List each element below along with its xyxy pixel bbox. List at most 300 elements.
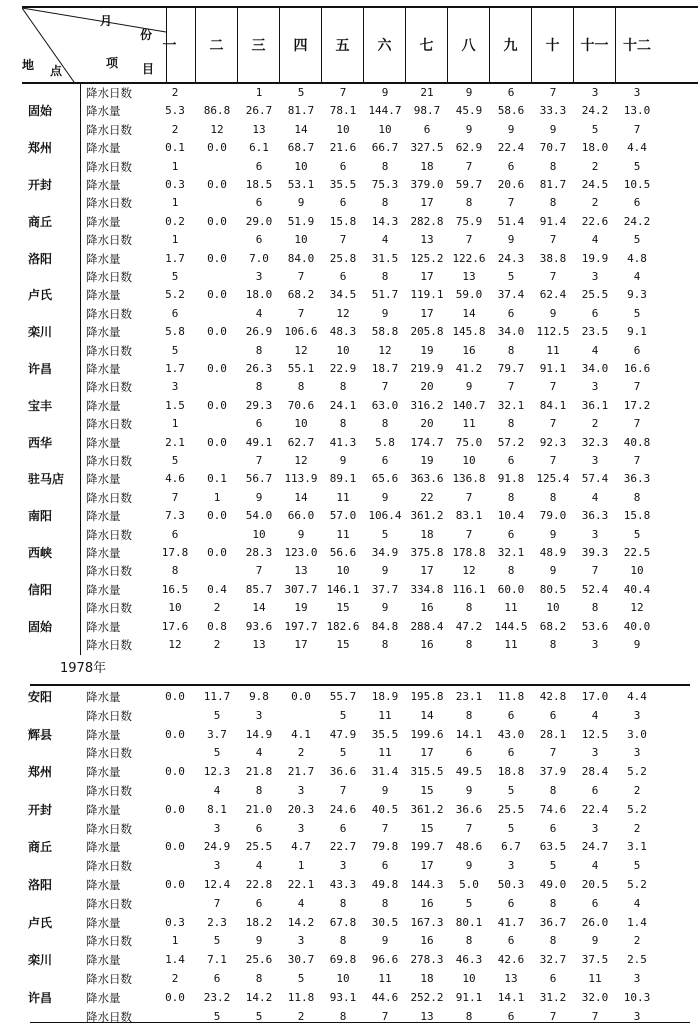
value-cell: 53.1	[287, 178, 315, 191]
value-cell: 4.7	[291, 840, 311, 854]
value-cell: 2.3	[207, 915, 227, 929]
section-divider	[30, 684, 690, 686]
value-cell: 12	[462, 564, 476, 578]
value-cell: 29.0	[245, 214, 273, 228]
value-cell: 2	[591, 159, 599, 173]
value-cell: 1	[255, 86, 263, 99]
value-cell: 15	[336, 638, 350, 651]
value-cell: 10	[378, 122, 392, 136]
value-cell: 0.0	[165, 727, 185, 741]
value-cell: 12	[168, 638, 182, 651]
value-cell: 48.9	[539, 546, 567, 559]
value-cell: 18.9	[371, 690, 399, 703]
value-cell: 5.2	[627, 765, 647, 779]
station-name: 辉县	[28, 727, 53, 742]
value-cell: 37.7	[371, 582, 399, 596]
value-cell: 1	[171, 159, 179, 173]
value-cell: 7	[549, 233, 557, 247]
table-row	[0, 782, 700, 800]
value-cell: 9	[507, 122, 515, 136]
value-cell: 93.6	[245, 619, 273, 633]
value-cell: 10	[546, 601, 560, 615]
value-cell: 43.0	[497, 727, 525, 741]
value-cell: 36.7	[539, 915, 567, 929]
value-cell: 7	[339, 86, 347, 99]
value-cell: 5	[465, 896, 473, 910]
item-label: 降水日数	[86, 490, 132, 505]
item-label: 降水量	[86, 288, 121, 303]
value-cell: 17.0	[581, 690, 609, 703]
value-cell: 3	[507, 859, 515, 873]
value-cell: 10	[462, 972, 476, 985]
value-cell: 18.7	[371, 362, 399, 375]
value-cell: 8	[381, 159, 389, 173]
value-cell: 8	[465, 601, 473, 615]
value-cell: 17.8	[161, 546, 189, 559]
value-cell: 24.9	[203, 840, 231, 854]
value-cell: 6	[507, 746, 515, 760]
value-cell: 3	[213, 821, 221, 835]
value-cell: 6	[549, 821, 557, 835]
table-row	[0, 397, 700, 415]
table-row	[0, 744, 700, 762]
value-cell: 14.1	[455, 727, 483, 741]
value-cell: 28.1	[539, 727, 567, 741]
value-cell: 8	[549, 638, 557, 651]
value-cell	[154, 895, 196, 913]
value-cell: 288.4	[410, 619, 444, 633]
value-cell: 91.4	[539, 214, 567, 228]
value-cell: 8	[549, 196, 557, 210]
station-name: 许昌	[28, 990, 53, 1005]
value-cell: 219.9	[410, 362, 444, 375]
value-cell: 10	[294, 233, 308, 247]
value-cell: 29.3	[245, 398, 273, 412]
table-row	[0, 286, 700, 304]
value-cell: 19	[420, 454, 434, 467]
value-cell: 45.9	[455, 104, 483, 118]
value-cell: 25.5	[497, 802, 525, 816]
item-label: 降水量	[86, 141, 121, 156]
value-cell: 63.0	[371, 398, 399, 412]
value-cell: 22.8	[245, 878, 273, 891]
value-cell: 62.7	[287, 435, 315, 449]
value-cell: 6	[591, 896, 599, 910]
value-cell: 34.0	[581, 362, 609, 375]
value-cell: 66.7	[371, 141, 399, 155]
value-cell: 32.7	[539, 953, 567, 967]
value-cell: 5	[633, 233, 641, 247]
value-cell: 122.6	[452, 251, 486, 265]
value-cell: 0.0	[207, 435, 227, 449]
value-cell: 17	[420, 270, 434, 283]
value-cell: 34.9	[371, 546, 399, 559]
value-cell: 5	[633, 159, 641, 173]
table-row	[0, 599, 700, 617]
value-cell: 25.5	[245, 840, 273, 854]
value-cell: 68.7	[287, 141, 315, 155]
item-label: 降水日数	[86, 784, 132, 798]
value-cell: 4.4	[627, 141, 647, 155]
value-cell: 17.6	[161, 619, 189, 633]
value-cell: 10	[252, 527, 266, 541]
table-row	[0, 231, 700, 249]
table-row	[0, 194, 700, 212]
value-cell: 3.7	[207, 727, 227, 741]
value-cell: 5	[591, 122, 599, 136]
value-cell: 3	[591, 746, 599, 760]
value-cell: 8	[339, 896, 347, 910]
value-cell: 0.3	[165, 915, 185, 929]
value-cell: 19.9	[581, 251, 609, 265]
value-cell	[196, 231, 238, 249]
value-cell: 33.3	[539, 104, 567, 118]
item-label: 降水日数	[86, 527, 132, 542]
value-cell: 25.5	[581, 288, 609, 302]
value-cell: 8	[339, 934, 347, 948]
value-cell: 89.1	[329, 472, 357, 486]
value-cell: 12	[378, 343, 392, 357]
item-label: 降水量	[86, 362, 121, 376]
item-label: 降水日数	[86, 380, 132, 395]
table-row	[0, 489, 700, 507]
value-cell: 10.5	[623, 178, 651, 191]
month-header-cell: 一	[144, 8, 196, 82]
item-label: 降水日数	[86, 159, 132, 174]
station-name: 驻马店	[28, 472, 65, 487]
value-cell: 24.5	[581, 178, 609, 191]
value-cell: 282.8	[410, 214, 444, 228]
value-cell: 3	[633, 86, 641, 99]
value-cell: 146.1	[326, 582, 360, 596]
value-cell: 8	[549, 490, 557, 504]
value-cell: 16	[420, 638, 434, 651]
value-cell: 0.1	[165, 141, 185, 155]
value-cell: 40.5	[371, 802, 399, 816]
value-cell: 59.7	[455, 178, 483, 191]
item-label: 降水量	[86, 840, 121, 855]
month-header-cell: 六	[364, 8, 406, 82]
value-cell: 4	[591, 343, 599, 357]
value-cell: 5	[339, 708, 347, 722]
value-cell: 34.5	[329, 288, 357, 302]
value-cell: 5.3	[165, 104, 185, 118]
value-cell: 361.2	[410, 802, 444, 816]
value-cell: 2	[171, 122, 179, 136]
value-cell: 8	[549, 784, 557, 797]
value-cell: 8	[381, 638, 389, 651]
value-cell: 50.3	[497, 878, 525, 891]
table-row	[0, 914, 700, 932]
value-cell: 11	[504, 601, 518, 615]
value-cell: 49.8	[371, 878, 399, 891]
value-cell: 8	[381, 896, 389, 910]
value-cell: 8	[465, 196, 473, 210]
value-cell: 7	[633, 417, 641, 431]
value-cell: 140.7	[452, 398, 486, 412]
value-cell: 18.5	[245, 178, 273, 191]
item-label: 降水量	[86, 915, 121, 930]
value-cell: 8	[381, 270, 389, 283]
value-cell: 5	[507, 821, 515, 835]
station-name: 开封	[28, 178, 53, 192]
value-cell: 34.0	[497, 325, 525, 339]
value-cell: 11	[378, 746, 392, 760]
station-name: 开封	[28, 802, 53, 817]
month-header-cell: 十	[532, 8, 574, 82]
value-cell: 43.3	[329, 878, 357, 891]
value-cell: 8	[465, 934, 473, 948]
value-cell: 6	[591, 784, 599, 797]
value-cell: 3	[591, 454, 599, 467]
value-cell: 6	[465, 746, 473, 760]
value-cell: 36.3	[623, 472, 651, 486]
value-cell: 17	[420, 306, 434, 320]
value-cell: 315.5	[410, 765, 444, 779]
value-cell: 4	[255, 306, 263, 320]
table-row	[0, 636, 700, 654]
value-cell: 3	[591, 821, 599, 835]
value-cell: 10.4	[497, 509, 525, 523]
value-cell: 10	[168, 601, 182, 615]
value-cell: 78.1	[329, 104, 357, 118]
value-cell: 9	[633, 638, 641, 651]
table-row	[0, 121, 700, 139]
value-cell: 37.4	[497, 288, 525, 302]
value-cell: 30.5	[371, 915, 399, 929]
value-cell: 20.5	[581, 878, 609, 891]
value-cell: 9	[465, 122, 473, 136]
value-cell: 2	[633, 821, 641, 835]
value-cell: 11	[378, 708, 392, 722]
value-cell: 144.3	[410, 878, 444, 891]
value-cell: 79.8	[371, 840, 399, 854]
value-cell: 5	[633, 859, 641, 873]
value-cell	[196, 342, 238, 360]
value-cell: 3	[633, 708, 641, 722]
value-cell: 0.0	[207, 546, 227, 559]
value-cell	[196, 305, 238, 323]
value-cell: 81.7	[539, 178, 567, 191]
value-cell: 1	[171, 934, 179, 948]
value-cell: 2	[591, 417, 599, 431]
value-cell: 79.7	[497, 362, 525, 375]
station-name: 南阳	[28, 509, 53, 524]
value-cell: 75.9	[455, 214, 483, 228]
value-cell: 14	[462, 306, 476, 320]
value-cell: 7	[633, 122, 641, 136]
value-cell: 5.8	[375, 435, 395, 449]
value-cell: 48.3	[329, 325, 357, 339]
value-cell: 14	[294, 122, 308, 136]
value-cell: 24.2	[581, 104, 609, 118]
value-cell: 7	[381, 1009, 389, 1023]
value-cell: 6	[213, 972, 221, 985]
item-label: 降水量	[86, 690, 121, 704]
value-cell: 6	[507, 454, 515, 467]
item-label: 降水日数	[86, 746, 132, 761]
header-station-label-2: 点	[50, 64, 63, 78]
item-label: 降水日数	[86, 86, 132, 100]
value-cell: 62.4	[539, 288, 567, 302]
value-cell: 18.2	[245, 915, 273, 929]
value-cell: 4	[591, 490, 599, 504]
value-cell: 0.0	[165, 802, 185, 816]
item-label: 降水日数	[86, 417, 132, 432]
value-cell: 0.1	[207, 472, 227, 486]
table-row	[0, 84, 700, 102]
value-cell: 17	[420, 196, 434, 210]
table-row	[0, 618, 700, 636]
value-cell: 17	[294, 638, 308, 651]
value-cell: 24.2	[623, 214, 651, 228]
item-label: 降水日数	[86, 638, 132, 652]
value-cell: 8	[255, 343, 263, 357]
station-name: 宝丰	[28, 398, 53, 413]
value-cell: 2	[591, 196, 599, 210]
value-cell: 195.8	[410, 690, 444, 703]
value-cell: 379.0	[410, 178, 444, 191]
station-name: 固始	[28, 619, 53, 634]
item-label: 降水量	[86, 178, 121, 192]
value-cell: 7.0	[249, 251, 269, 265]
item-label: 降水日数	[86, 196, 132, 211]
value-cell: 182.6	[326, 619, 360, 633]
value-cell: 57.2	[497, 435, 525, 449]
value-cell: 5	[297, 86, 305, 99]
value-cell: 5	[255, 1009, 263, 1023]
station-name: 固始	[28, 104, 53, 119]
value-cell: 26.0	[581, 915, 609, 929]
station-name: 商丘	[28, 214, 53, 229]
value-cell: 5	[549, 859, 557, 873]
table-row	[0, 581, 700, 599]
header-item-label-1: 项	[106, 56, 119, 70]
value-cell: 31.2	[539, 990, 567, 1004]
table-row	[0, 250, 700, 268]
value-cell: 84.1	[539, 398, 567, 412]
value-cell: 8	[549, 159, 557, 173]
value-cell: 4	[255, 746, 263, 760]
item-label: 降水日数	[86, 122, 132, 137]
value-cell	[154, 707, 196, 725]
value-cell: 24.3	[497, 251, 525, 265]
value-cell: 6	[549, 708, 557, 722]
value-cell	[154, 744, 196, 762]
value-cell: 5	[171, 270, 179, 283]
value-cell: 12.5	[581, 727, 609, 741]
value-cell: 327.5	[410, 141, 444, 155]
value-cell: 21.7	[287, 765, 315, 779]
value-cell: 4.6	[165, 472, 185, 486]
value-cell: 49.5	[455, 765, 483, 779]
value-cell: 5	[339, 746, 347, 760]
station-name: 栾川	[28, 325, 53, 340]
value-cell: 3	[297, 821, 305, 835]
value-cell: 7	[549, 86, 557, 99]
value-cell: 4	[255, 859, 263, 873]
item-label: 降水量	[86, 727, 121, 742]
value-cell: 9	[381, 86, 389, 99]
value-cell: 9.1	[627, 325, 647, 339]
item-label: 降水量	[86, 582, 121, 597]
station-name: 商丘	[28, 840, 53, 855]
value-cell: 0.0	[207, 178, 227, 191]
value-cell: 5	[171, 454, 179, 467]
table-row	[0, 526, 700, 544]
value-cell: 6	[549, 972, 557, 985]
value-cell: 6	[507, 934, 515, 948]
value-cell: 26.7	[245, 104, 273, 118]
value-cell: 63.5	[539, 840, 567, 854]
value-cell	[196, 158, 238, 176]
value-cell: 70.6	[287, 398, 315, 412]
value-cell: 11	[336, 490, 350, 504]
value-cell: 48.6	[455, 840, 483, 854]
value-cell: 0.0	[165, 878, 185, 891]
value-cell: 14.9	[245, 727, 273, 741]
value-cell: 106.6	[284, 325, 318, 339]
value-cell: 32.0	[581, 990, 609, 1004]
item-label: 降水量	[86, 619, 121, 634]
value-cell: 125.2	[410, 251, 444, 265]
value-cell: 7	[465, 527, 473, 541]
value-cell: 7	[633, 454, 641, 467]
table-row	[0, 688, 700, 706]
month-header-cell: 十二	[623, 38, 651, 54]
value-cell: 6.1	[249, 141, 269, 155]
value-cell: 58.8	[371, 325, 399, 339]
value-cell: 8	[465, 708, 473, 722]
month-header-cell: 八	[448, 8, 490, 82]
value-cell: 22.4	[497, 141, 525, 155]
value-cell: 68.2	[539, 619, 567, 633]
value-cell: 40.0	[623, 619, 651, 633]
value-cell: 3	[591, 638, 599, 651]
station-name: 郑州	[28, 765, 53, 780]
value-cell: 7	[171, 490, 179, 504]
value-cell: 9	[381, 934, 389, 948]
value-cell: 9	[381, 601, 389, 615]
value-cell: 31.5	[371, 251, 399, 265]
value-cell: 41.2	[455, 362, 483, 375]
value-cell: 85.7	[245, 582, 273, 596]
value-cell: 11	[336, 527, 350, 541]
value-cell: 8	[549, 934, 557, 948]
value-cell: 36.1	[581, 398, 609, 412]
value-cell: 57.4	[581, 472, 609, 486]
value-cell: 0.0	[207, 288, 227, 302]
value-cell: 26.9	[245, 325, 273, 339]
station-name: 洛阳	[28, 878, 53, 892]
item-label: 降水量	[86, 398, 121, 413]
value-cell: 6	[591, 306, 599, 320]
table-header	[22, 6, 698, 84]
value-cell: 9.3	[627, 288, 647, 302]
value-cell: 12	[336, 306, 350, 320]
value-cell: 8	[465, 638, 473, 651]
value-cell	[196, 84, 238, 102]
value-cell: 75.0	[455, 435, 483, 449]
value-cell: 36.6	[329, 765, 357, 779]
item-label: 降水日数	[86, 708, 132, 723]
value-cell: 5	[633, 306, 641, 320]
value-cell: 70.7	[539, 141, 567, 155]
value-cell: 18.0	[581, 141, 609, 155]
value-cell: 0.0	[207, 141, 227, 155]
table-row	[0, 323, 700, 341]
value-cell: 2.5	[627, 953, 647, 967]
